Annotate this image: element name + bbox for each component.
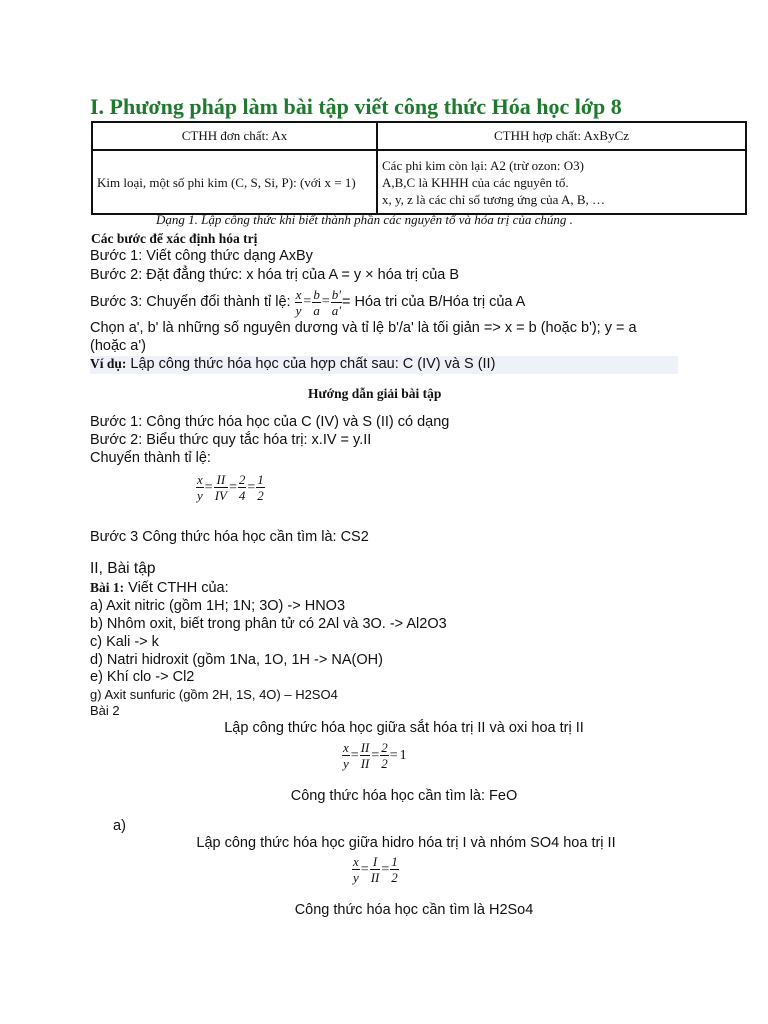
- guide-step-2: Bước 2: Biểu thức quy tắc hóa trị: x.IV = y.II: [90, 432, 372, 448]
- table-header-compound: [377, 122, 746, 150]
- cell-compound: [377, 150, 746, 214]
- header-left-text: CTHH đơn chất: Ax: [181, 128, 288, 143]
- fraction-b-over-a: $\frac{b}{a}$: [313, 286, 320, 318]
- fraction: $\frac{x}{y}$: [353, 854, 359, 885]
- part-a-line: Lập công thức hóa học giữa hidro hóa trị I và nhóm SO4 hoa trị II: [196, 835, 616, 851]
- cthh-table: [91, 121, 747, 215]
- guide-heading: Hướng dẫn giải bài tập: [308, 386, 442, 401]
- steps-heading: Các bước để xác định hóa trị: [91, 231, 258, 246]
- fraction: $\frac{x}{y}$: [197, 472, 203, 503]
- fraction: $\frac{2}{4}$: [238, 472, 246, 503]
- step-3-prefix: Bước 3: Chuyển đổi thành tỉ lệ:: [90, 294, 291, 310]
- step-1: Bước 1: Viết công thức dạng AxBy: [90, 248, 313, 264]
- choose-line-1: Chọn a', b' là những số nguyên dương và tỉ lệ b'/a' là tối giản => x = b (hoặc b'); y = a: [90, 320, 637, 336]
- guide-step-3: Bước 3 Công thức hóa học cần tìm là: CS2: [90, 529, 369, 545]
- cell-simple: Kim loại, một số phi kim (C, S, Si, P): (với x = 1): [92, 150, 377, 214]
- list-item: e) Khí clo -> Cl2: [90, 669, 195, 685]
- cell-compound-line: Các phi kim còn lại: A2 (trừ ozon: O3): [382, 157, 585, 173]
- fraction: $\frac{2}{2}$: [381, 740, 388, 771]
- cell-compound-line: A,B,C là KHHH của các nguyên tố.: [382, 174, 569, 190]
- fraction: $\frac{1}{2}$: [391, 854, 398, 885]
- guide-ratio-label: Chuyển thành tỉ lệ:: [90, 450, 211, 466]
- table-row: [92, 150, 746, 214]
- table-header-simple: [92, 122, 377, 150]
- bai-1-text: Viết CTHH của:: [128, 580, 229, 596]
- step-2: Bước 2: Đặt đẳng thức: x hóa trị của A = y × hóa trị của B: [90, 267, 460, 283]
- cell-compound-line: x, y, z là các chỉ số tương ứng của A, B, …: [382, 191, 606, 207]
- fraction: $\frac{1}{2}$: [257, 472, 264, 503]
- bai-2-formula: $\frac{x}{y}$ = $\frac{II}{II}$ = $\frac{2}{2}$ = 1: [343, 740, 407, 771]
- form-note: Dạng 1. Lập công thức khi biết thành phần các nguyên tố và hóa trị của chúng .: [156, 212, 573, 227]
- guide-step-1: Bước 1: Công thức hóa học của C (IV) và S (II) có dạng: [90, 414, 450, 430]
- page-title: I. Phương pháp làm bài tập viết công thức Hóa học lớp 8: [90, 94, 622, 119]
- result-value: 1: [399, 747, 407, 763]
- bai-2-result: Công thức hóa học cần tìm là: FeO: [290, 788, 518, 804]
- example-text: Lập công thức hóa học của hợp chất sau: C (IV) và S (II): [130, 356, 496, 372]
- choose-line-2: (hoặc a'): [90, 338, 146, 354]
- bai-1-line: [90, 580, 229, 596]
- part-a-result: Công thức hóa học cần tìm là H2So4: [294, 902, 534, 918]
- table-header-row: [92, 122, 746, 150]
- bai-1-label: Bài 1:: [90, 580, 125, 595]
- fraction: $\frac{I}{II}$: [370, 854, 380, 885]
- bai-2-label: Bài 2: [90, 703, 120, 718]
- fraction-b2-over-a2: $\frac{b'}{a'}$: [331, 286, 341, 318]
- guide-ratio-formula: $\frac{x}{y}$ = $\frac{II}{IV}$ = $\frac{2}{4}$ = $\frac{1}{2}$: [197, 472, 264, 503]
- example-line: [90, 356, 678, 374]
- part-a-formula: $\frac{x}{y}$ = $\frac{I}{II}$ = $\frac{1}{2}$: [353, 854, 398, 885]
- fraction: $\frac{x}{y}$: [343, 740, 349, 771]
- part-a-label: a): [113, 818, 126, 834]
- fraction: $\frac{II}{II}$: [360, 740, 370, 771]
- list-item: b) Nhôm oxit, biết trong phân tử có 2Al và 3O. -> Al2O3: [90, 616, 447, 632]
- list-item: c) Kali -> k: [90, 634, 159, 650]
- header-right-text: CTHH hợp chất: AxByCz: [493, 128, 630, 143]
- step-3: Bước 3: Chuyển đổi thành tỉ lệ: $\frac{x}{y}$ = $\frac{b}{a}$ = $\frac{b'}{a'}$ = Hóa tri của B/Hóa trị của A: [90, 286, 526, 318]
- example-label: Ví dụ:: [90, 356, 127, 371]
- list-item: g) Axit sunfuric (gồm 2H, 1S, 4O) – H2SO4: [90, 687, 338, 702]
- fraction-x-over-y: $\frac{x}{y}$: [295, 286, 302, 318]
- bai-2-line: Lập công thức hóa học giữa sắt hóa trị II và oxi hoa trị II: [224, 720, 584, 736]
- list-item: d) Natri hidroxit (gồm 1Na, 1O, 1H -> NA(OH): [90, 652, 383, 668]
- step-3-suffix: = Hóa tri của B/Hóa trị của A: [342, 294, 526, 310]
- section-2-heading: II, Bài tập: [90, 560, 156, 577]
- list-item: a) Axit nitric (gồm 1H; 1N; 3O) -> HNO3: [90, 598, 346, 614]
- fraction: $\frac{II}{IV}$: [214, 472, 227, 503]
